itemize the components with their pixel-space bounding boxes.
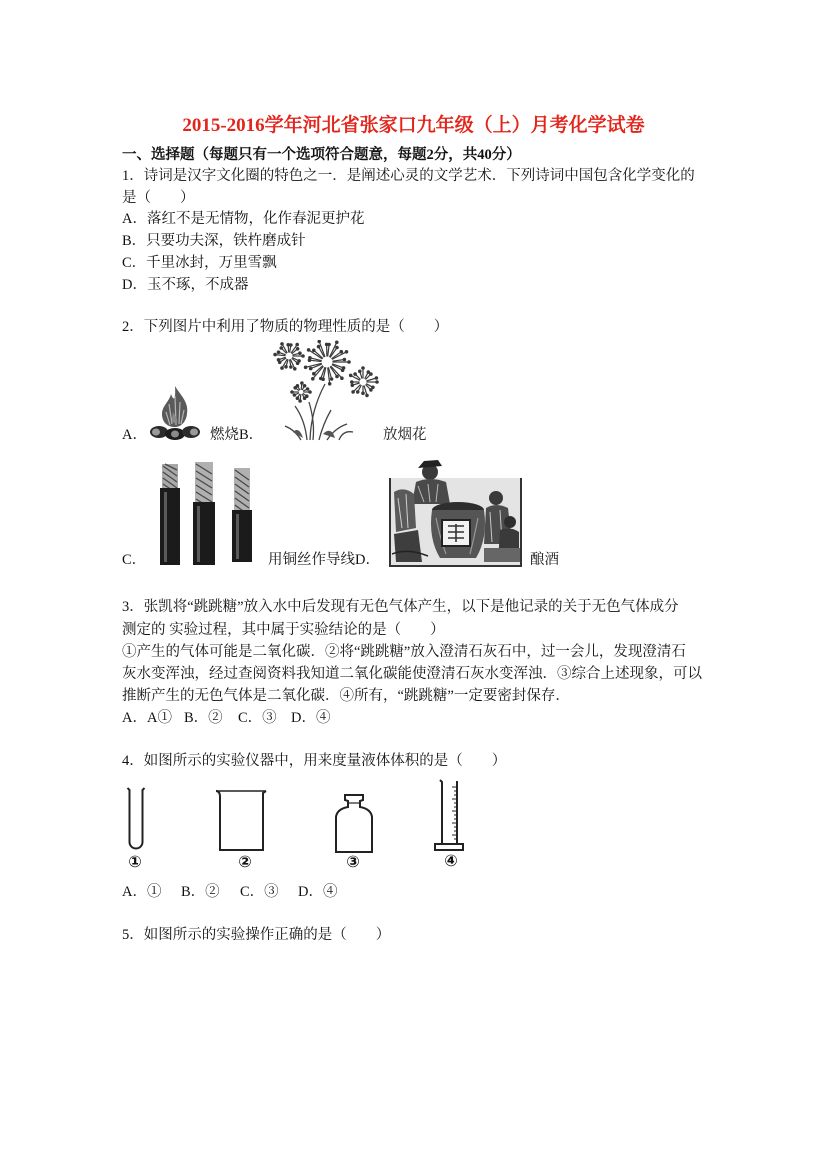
- firework-spark-tip: [296, 362, 298, 364]
- firework-spark: [332, 360, 344, 362]
- firework-spark-tip: [302, 355, 304, 357]
- firework-spark-tip: [354, 373, 356, 375]
- firework-spark-tip: [372, 386, 374, 388]
- q2-option-d-caption: 酿酒: [530, 552, 559, 568]
- q3-option-b: B．②: [184, 710, 223, 726]
- q3-option-a: A．A①: [122, 710, 172, 726]
- graduated-cylinder-icon: [432, 777, 466, 853]
- q3-option-d: D．④: [291, 710, 331, 726]
- firework-spark-tip: [359, 370, 361, 372]
- firework-spark-tip: [370, 373, 372, 375]
- firework-spark-tip: [296, 343, 298, 345]
- firework-spark-tip: [370, 389, 372, 391]
- firework-spark-tip: [294, 368, 296, 370]
- q3-stem-line-2: 测定的 实验过程，其中属于实验结论的是（ ）: [122, 622, 445, 638]
- q4-option-b: B．②: [181, 884, 220, 900]
- firework-spark-tip: [375, 377, 377, 379]
- q2-option-a-caption-b-label: 燃烧B．: [210, 427, 264, 443]
- q3-stem-line-5: 推断产生的无色气体是二氧化碳．④所有，“跳跳糖”一定要密封保存．: [122, 688, 570, 704]
- q2-option-c-label: C．: [122, 552, 147, 568]
- q3-stem-line-4: 灰水变浑浊，经过查阅资料我知道二氧化碳能使澄清石灰水变浑浊．③综合上述现象，可以: [122, 666, 702, 682]
- firework-spark-tip: [313, 373, 315, 375]
- firework-spark: [328, 345, 329, 357]
- test-tube-icon: [126, 786, 146, 854]
- firework-spark-tip: [350, 374, 352, 376]
- firework-spark-tip: [296, 348, 298, 350]
- q2-option-c-caption-d-label: 用铜丝作导线D．: [268, 552, 380, 568]
- beaker-icon: [214, 788, 268, 854]
- firework-spark-tip: [362, 367, 364, 369]
- q1-stem-line-2: 是（ ）: [122, 190, 195, 206]
- firework-spark-tip: [362, 392, 364, 394]
- firework-spark-tip: [299, 400, 301, 402]
- q4-stem: 4．如图所示的实验仪器中，用来度量液体体积的是（ ）: [122, 753, 507, 769]
- firework-spark-tip: [320, 377, 322, 379]
- copper-wires-picture: [155, 458, 255, 568]
- q2-stem: 2．下列图片中利用了物质的物理性质的是（ ）: [122, 319, 449, 335]
- q1-option-a: A．落红不是无情物，化作春泥更护花: [122, 211, 365, 227]
- firework-spark-tip: [345, 351, 347, 353]
- q2-option-b-caption: 放烟花: [383, 427, 427, 443]
- firework-spark-tip: [341, 377, 343, 379]
- q4-option-c: C．③: [240, 884, 279, 900]
- apparatus-label-2: ②: [238, 852, 252, 871]
- firework-spark-tip: [313, 349, 315, 351]
- firework-spark-tip: [367, 371, 369, 373]
- exam-title: 2015-2016学年河北省张家口九年级（上）月考化学试卷: [182, 115, 645, 136]
- firework-spark-tip: [304, 366, 306, 368]
- q5-stem: 5．如图所示的实验操作正确的是（ ）: [122, 927, 391, 943]
- firework-spark-tip: [351, 384, 353, 386]
- firework-spark-tip: [340, 351, 342, 353]
- campfire-picture: [145, 382, 205, 442]
- firework-spark-tip: [376, 381, 378, 383]
- wine-brewing-picture: [388, 458, 523, 568]
- firework-spark-tip: [357, 391, 359, 393]
- firework-spark-tip: [296, 397, 298, 399]
- firework-spark-tip: [307, 349, 309, 351]
- q3-option-c: C．③: [238, 710, 277, 726]
- firework-spark-tip: [329, 383, 331, 385]
- firework-spark-tip: [281, 367, 283, 369]
- firework-spark-tip: [351, 381, 353, 383]
- firework-spark-tip: [277, 351, 279, 353]
- q4-option-d: D．④: [298, 884, 338, 900]
- q3-stem-line-3: ①产生的气体可能是二氧化碳．②将“跳跳糖”放入澄清石灰石中，过一会儿，发现澄清石: [122, 644, 686, 660]
- firework-spark-tip: [285, 366, 287, 368]
- q2-option-a-label: A．: [122, 427, 147, 443]
- firework-spark-tip: [310, 367, 312, 369]
- q1-option-c: C．千里冰封，万里雪飘: [122, 255, 277, 271]
- firework-spark-tip: [293, 394, 295, 396]
- apparatus-label-4: ④: [444, 851, 458, 870]
- firework-spark-tip: [336, 375, 338, 377]
- firework-spark-tip: [303, 385, 305, 387]
- firework-spark-tip: [343, 358, 345, 360]
- firework-spark-tip: [296, 385, 298, 387]
- fireworks-picture: [265, 340, 383, 442]
- firework-spark-tip: [348, 361, 350, 363]
- firework-spark-tip: [274, 353, 276, 355]
- section-heading: 一、选择题（每题只有一个选项符合题意，每题2分，共40分）: [122, 147, 521, 163]
- firework-spark-tip: [336, 341, 338, 343]
- q3-stem-line-1: 3．张凯将“跳跳糖”放入水中后发现有无色气体产生，以下是他记录的关于无色气体成分: [122, 599, 679, 615]
- firework-spark-tip: [352, 391, 354, 393]
- q1-option-b: B．只要功夫深，铁杵磨成针: [122, 233, 306, 249]
- firework-spark-tip: [309, 357, 311, 359]
- firework-spark-tip: [290, 344, 292, 346]
- firework-spark-tip: [301, 382, 303, 384]
- firework-spark-tip: [303, 397, 305, 399]
- firework-spark-tip: [318, 340, 320, 342]
- firework-spark-tip: [287, 344, 289, 346]
- firework-spark-tip: [291, 391, 293, 393]
- apparatus-label-1: ①: [128, 852, 142, 871]
- q1-option-d: D．玉不琢，不成器: [122, 277, 249, 293]
- q4-option-a: A．①: [122, 884, 162, 900]
- firework-spark-tip: [317, 345, 319, 347]
- q1-stem-line-1: 1．诗词是汉字文化圈的特色之一．是阐述心灵的文学艺术．下列诗词中国包含化学变化的: [122, 168, 695, 184]
- firework-spark-tip: [277, 359, 279, 361]
- firework-spark-tip: [299, 352, 301, 354]
- firework-spark-tip: [309, 391, 311, 393]
- firework-spark-tip: [336, 346, 338, 348]
- firework-spark-tip: [281, 343, 283, 345]
- firework-spark-tip: [341, 369, 343, 371]
- firework-spark-tip: [312, 378, 314, 380]
- firework-spark-tip: [290, 366, 292, 368]
- firework-spark-tip: [366, 394, 368, 396]
- apparatus-label-3: ③: [346, 852, 360, 871]
- firework-spark-tip: [280, 347, 282, 349]
- firework-spark-tip: [330, 378, 332, 380]
- firework-spark-tip: [306, 388, 308, 390]
- firework-spark-tip: [328, 343, 330, 345]
- gas-bottle-icon: [332, 793, 376, 855]
